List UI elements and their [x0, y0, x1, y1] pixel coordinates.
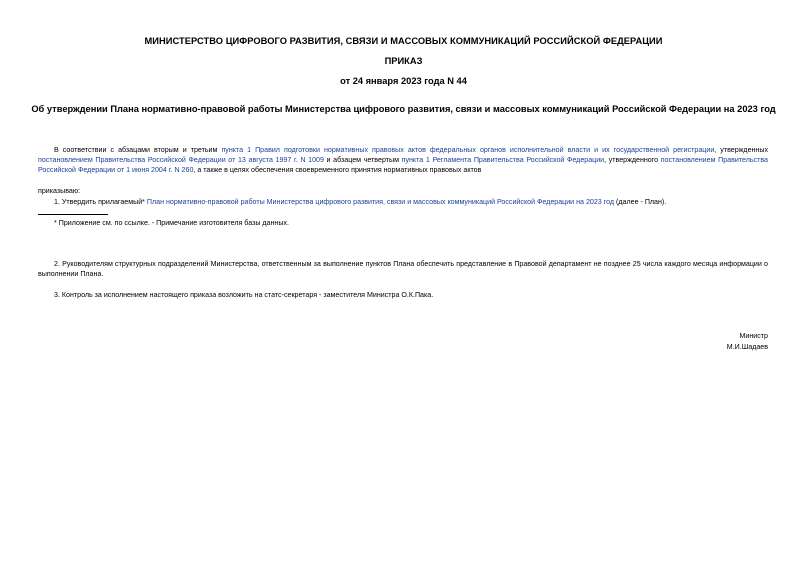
item1-text-2: (далее - План). — [614, 198, 667, 206]
document-title: Об утверждении Плана нормативно-правовой работы Министерства цифрового развития, связи и массовых коммуникаций Российской Федерации на 2023 год — [31, 104, 776, 114]
intro-text-5: , а также в целях обеспечения своевременного принятия нормативных правовых актов — [193, 166, 482, 174]
ministry-heading: МИНИСТЕРСТВО ЦИФРОВОГО РАЗВИТИЯ, СВЯЗИ И МАССОВЫХ КОММУНИКАЦИЙ РОССИЙСКОЙ ФЕДЕРАЦИИ — [144, 36, 663, 46]
link-plan-2023[interactable]: План нормативно-правовой работы Министерства цифрового развития, связи и массовых коммуникаций Российской Федерации на 2023 год — [146, 198, 615, 206]
order-item-1 — [38, 197, 768, 207]
link-rules-point-1[interactable]: пункта 1 Правил подготовки нормативных правовых актов федеральных органов исполнительной власти и их государственной регистрации — [221, 146, 715, 154]
signatory-position: Министр — [739, 332, 768, 340]
intro-paragraph — [38, 145, 768, 175]
order-item-2: 2. Руководителям структурных подразделений Министерства, ответственным за выполнение пунктов Плана обеспечить представление в Правовой департамент не позднее 25 числа каждого месяца информации о выполнении Плана. — [38, 260, 768, 278]
link-resolution-1009[interactable]: постановлением Правительства Российской Федерации от 13 августа 1997 г. N 1009 — [38, 156, 324, 164]
intro-text-1: В соответствии с абзацами вторым и третьим — [54, 146, 222, 154]
footnote-divider — [38, 214, 108, 215]
intro-text-2: , утвержденных — [714, 146, 768, 154]
signatory-name: М.И.Шадаев — [726, 343, 768, 351]
link-resolution-260[interactable]: постановлением Правительства Российской Федерации от 1 июня 2004 г. N 260 — [38, 156, 768, 174]
document-date-number: от 24 января 2023 года N 44 — [340, 76, 467, 86]
link-reglament-point-1[interactable]: пункта 1 Регламента Правительства Российской Федерации — [401, 156, 605, 164]
order-item-3: 3. Контроль за исполнением настоящего приказа возложить на статс-секретаря - заместителя Министра О.К.Пака. — [54, 291, 434, 299]
document-type: ПРИКАЗ — [384, 56, 423, 66]
intro-text-3: и абзацем четвертым — [323, 156, 402, 164]
intro-text-4: , утвержденного — [604, 156, 661, 164]
footnote: * Приложение см. по ссылке. - Примечание изготовителя базы данных. — [54, 219, 289, 227]
order-word: приказываю: — [38, 187, 81, 195]
item1-text-1: 1. Утвердить прилагаемый* — [54, 198, 147, 206]
